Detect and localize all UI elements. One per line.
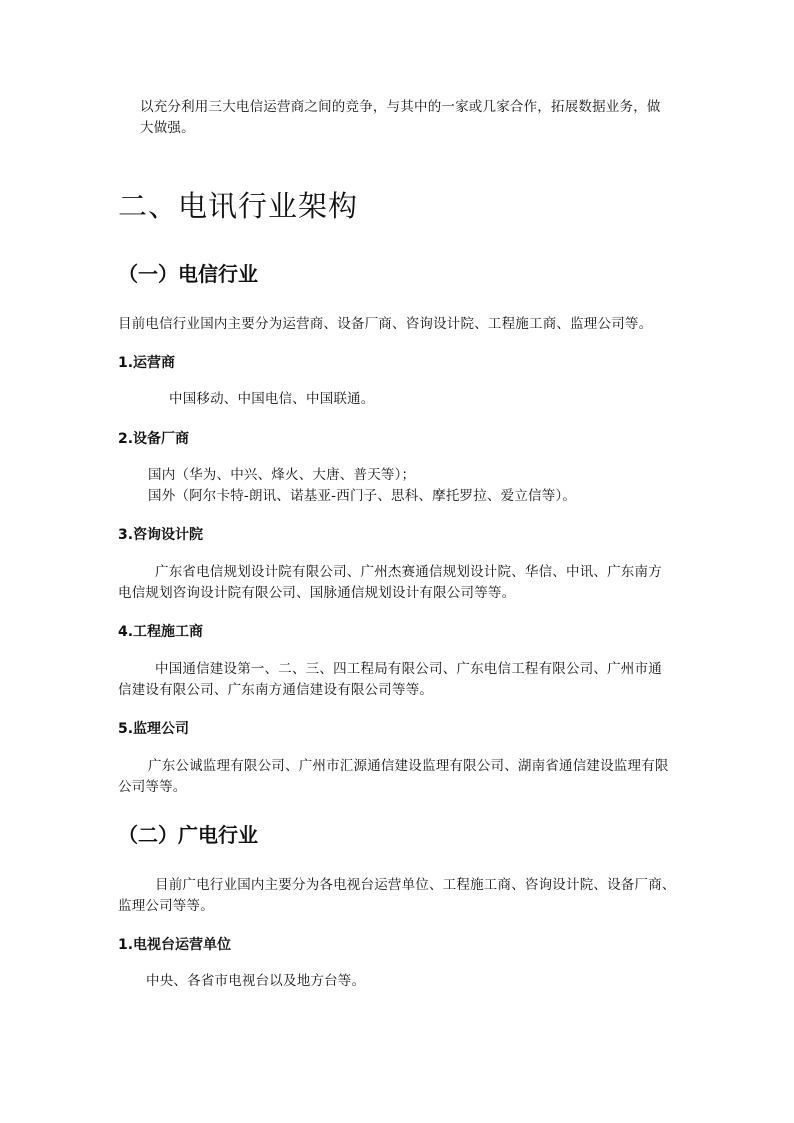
construction-line-1: 中国通信建设第一、二、三、四工程局有限公司、广东电信工程有限公司、广州市通	[155, 661, 662, 677]
supervision-line-2: 公司等等。	[118, 779, 187, 795]
broadcast-description-line-2: 监理公司等等。	[118, 898, 214, 914]
design-institutes-line-2: 电信规划咨询设计院有限公司、国脉通信规划设计有限公司等等。	[118, 585, 516, 601]
section-heading: 二、电讯行业架构	[118, 189, 359, 223]
supervision-heading: 5.监理公司	[118, 721, 190, 737]
telecom-description: 目前电信行业国内主要分为运营商、设备厂商、咨询设计院、工程施工商、监理公司等。	[118, 316, 653, 332]
design-institutes-line-1: 广东省电信规划设计院有限公司、广州杰赛通信规划设计院、华信、中讯、广东南方	[155, 564, 662, 580]
broadcast-description-line-1: 目前广电行业国内主要分为各电视台运营单位、工程施工商、咨询设计院、设备厂商、	[155, 877, 676, 893]
operators-text: 中国移动、中国电信、中国联通。	[169, 391, 375, 407]
equipment-domestic: 国内（华为、中兴、烽火、大唐、普天等）；	[148, 467, 416, 483]
tv-operators-text: 中央、各省市电视台以及地方台等。	[146, 973, 366, 989]
construction-line-2: 信建设有限公司、广东南方通信建设有限公司等等。	[118, 682, 434, 698]
intro-line-1: 以充分利用三大电信运营商之间的竞争，与其中的一家或几家合作，拓展数据业务，做	[140, 99, 661, 115]
design-institutes-heading: 3.咨询设计院	[118, 527, 204, 543]
construction-heading: 4.工程施工商	[118, 624, 204, 640]
equipment-foreign: 国外（阿尔卡特-朗讯、诺基亚-西门子、思科、摩托罗拉、爱立信等）。	[148, 488, 577, 504]
subsection-heading-broadcast: （二）广电行业	[118, 823, 258, 847]
tv-operators-heading: 1.电视台运营单位	[118, 937, 232, 953]
operators-heading: 1.运营商	[118, 355, 176, 371]
equipment-heading: 2.设备厂商	[118, 431, 190, 447]
subsection-heading-telecom: （一）电信行业	[118, 262, 258, 286]
intro-line-2: 大做强。	[140, 120, 195, 136]
supervision-line-1: 广东公诚监理有限公司、广州市汇源通信建设监理有限公司、湖南省通信建设监理有限	[148, 758, 669, 774]
